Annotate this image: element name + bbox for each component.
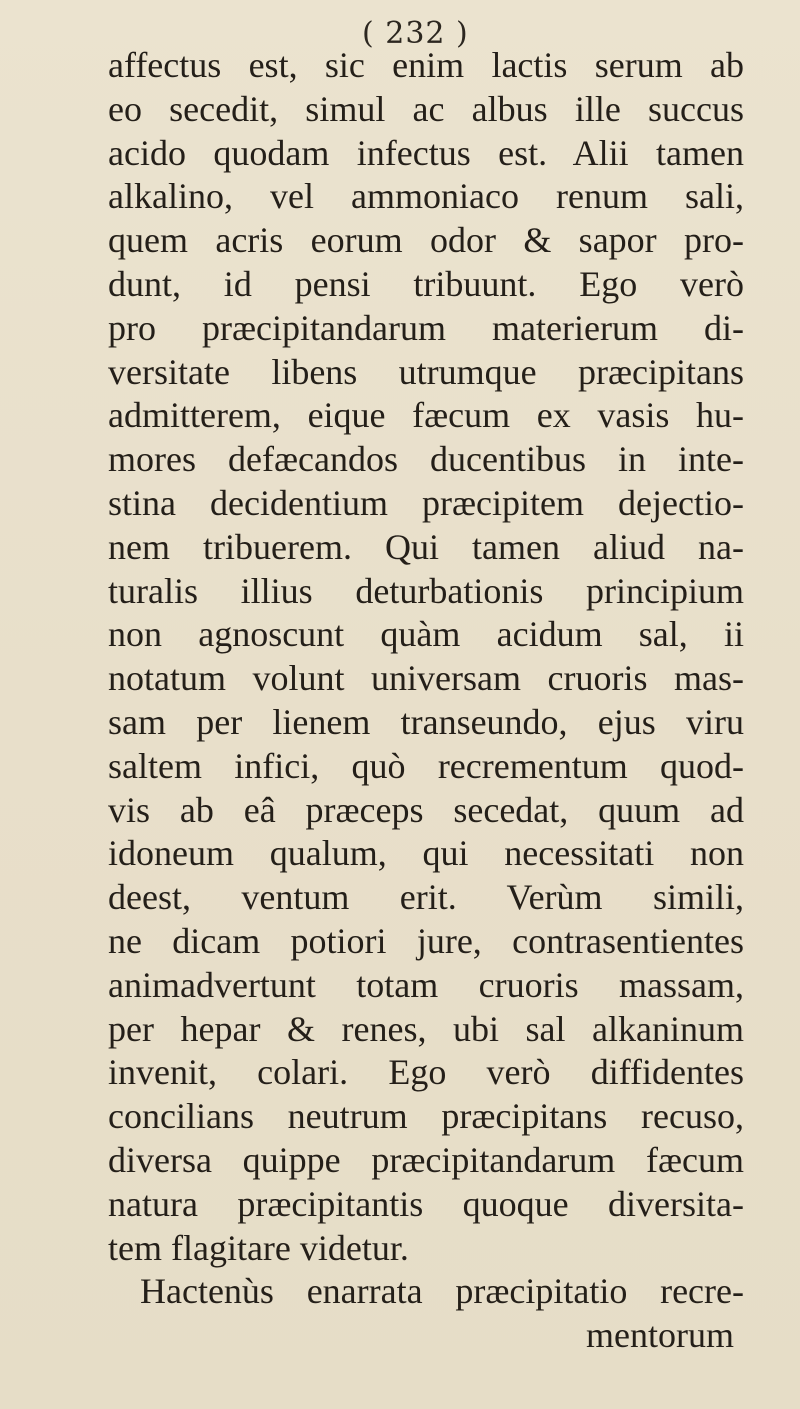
text-line: notatum volunt universam cruoris mas- bbox=[108, 658, 744, 699]
catchword: mentorum bbox=[586, 1315, 734, 1356]
text-line: pro præcipitandarum materierum di- bbox=[108, 307, 744, 348]
text-line: ne dicam potiori jure, contrasentientes bbox=[108, 920, 744, 961]
text-line: stina decidentium præcipitem dejectio- bbox=[108, 482, 744, 523]
text-line: alkalino, vel ammoniaco renum sali, bbox=[108, 176, 744, 217]
text-line: turalis illius deturbationis principium bbox=[108, 570, 744, 611]
text-line: mores defæcandos ducentibus in inte- bbox=[108, 439, 744, 480]
text-line: per hepar & renes, ubi sal alkaninum bbox=[108, 1008, 744, 1049]
text-line: nem tribuerem. Qui tamen aliud na- bbox=[108, 526, 744, 567]
text-line: natura præcipitantis quoque diversita- bbox=[108, 1183, 744, 1224]
paragraph-start-line: Hactenùs enarrata præcipitatio recre- bbox=[140, 1271, 744, 1312]
text-line: eo secedit, simul ac albus ille succus bbox=[108, 88, 744, 129]
paragraph-end-line: tem flagitare videtur. bbox=[108, 1227, 409, 1268]
text-line: diversa quippe præcipitandarum fæcum bbox=[108, 1139, 744, 1180]
text-line: idoneum qualum, qui necessitati non bbox=[108, 833, 744, 874]
text-line: affectus est, sic enim lactis serum ab bbox=[108, 45, 744, 85]
catchword-line bbox=[108, 1314, 744, 1358]
text-line: quem acris eorum odor & sapor pro- bbox=[108, 220, 744, 261]
text-line: admitterem, eique fæcum ex vasis hu- bbox=[108, 395, 744, 436]
text-line: dunt, id pensi tribuunt. Ego verò bbox=[108, 263, 744, 304]
text-line: concilians neutrum præcipitans recuso, bbox=[108, 1096, 744, 1137]
text-line: versitate libens utrumque præcipitans bbox=[108, 351, 744, 392]
text-line: acido quodam infectus est. Alii tamen bbox=[108, 132, 744, 173]
text-line: animadvertunt totam cruoris massam, bbox=[108, 964, 744, 1005]
text-line: deest, ventum erit. Verùm simili, bbox=[108, 877, 744, 918]
text-line: vis ab eâ præceps secedat, quum ad bbox=[108, 789, 744, 830]
text-line: non agnoscunt quàm acidum sal, ii bbox=[108, 614, 744, 655]
page-number: ( 232 ) bbox=[362, 16, 469, 51]
text-line: invenit, colari. Ego verò diffidentes bbox=[108, 1052, 744, 1093]
text-line: saltem infici, quò recrementum quod- bbox=[108, 745, 744, 786]
text-line: sam per lienem transeundo, ejus viru bbox=[108, 701, 744, 742]
body-text bbox=[108, 44, 744, 1358]
